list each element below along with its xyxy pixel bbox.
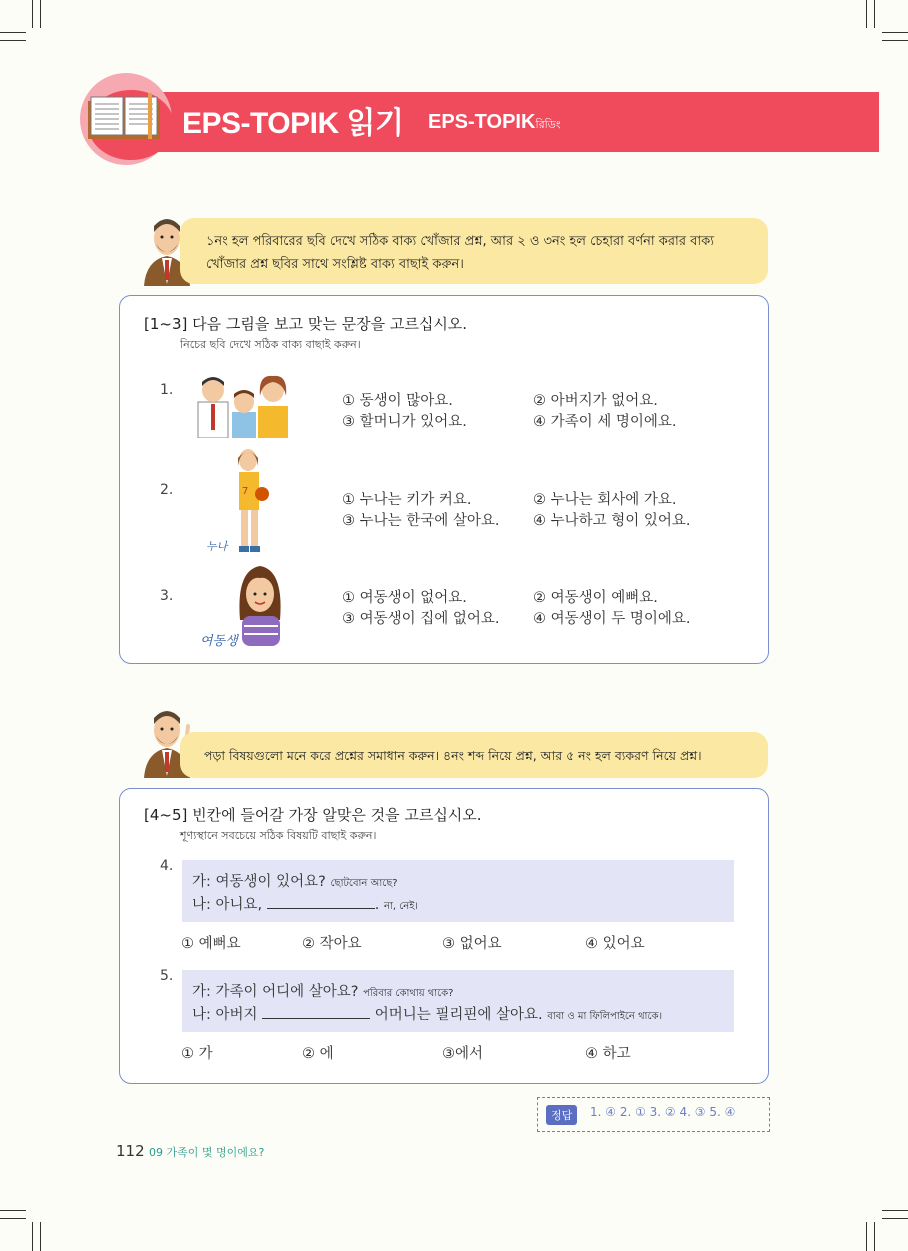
option-4[interactable]: ④ 하고 [585, 1046, 631, 1062]
dialogue-line: 가: 여동생이 있어요? ছোটবোন আছে? [192, 874, 398, 890]
crop-mark [32, 1222, 33, 1251]
family-illustration [194, 372, 294, 438]
option-2[interactable]: ② 여동생이 예뻐요. [533, 590, 658, 606]
answer-box [537, 1097, 770, 1132]
dialogue-line: 가: 가족이 어디에 살아요? পরিবার কোথায় থাকে? [192, 984, 454, 1000]
option-3[interactable]: ③ 할머니가 있어요. [342, 414, 467, 430]
option-1[interactable]: ① 동생이 많아요. [342, 393, 453, 409]
illustration-label: 여동생 [200, 634, 238, 649]
svg-text:7: 7 [242, 486, 249, 497]
option-2[interactable]: ② 누나는 회사에 가요. [533, 492, 677, 508]
crop-mark [40, 1222, 41, 1251]
instruction-text [206, 230, 714, 276]
option-2[interactable]: ② 작아요 [302, 936, 362, 952]
blank-field [262, 1006, 370, 1019]
option-2[interactable]: ② 아버지가 없어요. [533, 393, 658, 409]
crop-mark [866, 1222, 867, 1251]
question-number: 2. [160, 482, 174, 498]
crop-mark [882, 1210, 908, 1211]
option-4[interactable]: ④ 가족이 세 명이에요. [533, 414, 677, 430]
option-1[interactable]: ① 누나는 키가 커요. [342, 492, 472, 508]
option-3[interactable]: ③에서 [442, 1046, 484, 1062]
crop-mark [874, 0, 875, 28]
option-3[interactable]: ③ 여동생이 집에 없어요. [342, 611, 500, 627]
section-heading: [1~3] 다음 그림을 보고 맞는 문장을 고르십시오. [144, 315, 468, 333]
younger-sister-illustration [232, 560, 288, 646]
question-number: 5. [160, 968, 174, 984]
answer-text: 1. ④ 2. ① 3. ② 4. ③ 5. ④ [590, 1105, 736, 1119]
crop-mark [874, 1222, 875, 1251]
dialogue-line: 나: 아니요, . না, নেই। [192, 897, 418, 913]
crop-mark [0, 1218, 26, 1219]
crop-mark [0, 1210, 26, 1211]
option-4[interactable]: ④ 여동생이 두 명이에요. [533, 611, 691, 627]
question-number: 4. [160, 858, 174, 874]
option-1[interactable]: ① 예뻐요 [181, 936, 241, 952]
option-2[interactable]: ② 에 [302, 1046, 334, 1062]
option-4[interactable]: ④ 누나하고 형이 있어요. [533, 513, 691, 529]
crop-mark [882, 40, 908, 41]
section-subtitle: নিচের ছবি দেখে সঠিক বাক্য বাছাই করুন। [180, 338, 361, 351]
blank-field [267, 896, 375, 909]
option-1[interactable]: ① 여동생이 없어요. [342, 590, 467, 606]
illustration-label: 누나 [206, 540, 228, 553]
crop-mark [0, 40, 26, 41]
question-number: 1. [160, 382, 174, 398]
question-number: 3. [160, 588, 174, 604]
answer-badge: 정답 [546, 1105, 577, 1125]
page-subtitle: EPS-TOPIKরিডিং [428, 111, 561, 133]
crop-mark [882, 32, 908, 33]
option-4[interactable]: ④ 있어요 [585, 936, 645, 952]
page-number: 112 [116, 1142, 145, 1160]
instruction-text: পড়া বিষয়গুলো মনে করে প্রশ্নের সমাধান করুন। ৪নং শব্দ নিয়ে প্রশ্ন, আর ৫ নং হল ব্যকরণ নিয়ে প্রশ্ন। [204, 748, 702, 763]
crop-mark [0, 32, 26, 33]
option-3[interactable]: ③ 누나는 한국에 살아요. [342, 513, 500, 529]
dialogue-line: 나: 아버지 어머니는 필리핀에 살아요. বাবা ও মা ফিলিপাইনে থাকে। [192, 1007, 663, 1023]
crop-mark [40, 0, 41, 28]
option-3[interactable]: ③ 없어요 [442, 936, 502, 952]
instruction-line: ১নং হল পরিবারের ছবি দেখে সঠিক বাক্য খোঁজার প্রশ্ন, আর ২ ও ৩নং হল চেহারা বর্ণনা করার বাক্য [206, 234, 714, 249]
section-heading: [4~5] 빈칸에 들어갈 가장 알맞은 것을 고르십시오. [144, 806, 482, 824]
instruction-line: খোঁজার প্রশ্ন ছবির সাথে সংশ্লিষ্ট বাক্য বাছাই করুন। [206, 257, 464, 272]
sister-illustration [228, 446, 276, 556]
chapter-title: 09 가족이 몇 명이에요? [149, 1146, 265, 1159]
page-title: EPS-TOPIK 읽기 [182, 107, 404, 140]
crop-mark [866, 0, 867, 28]
section-subtitle: শূণ্যস্থানে সবচেয়ে সঠিক বিষয়টি বাছাই করুন। [180, 829, 377, 842]
book-icon [86, 93, 162, 143]
crop-mark [32, 0, 33, 28]
crop-mark [882, 1218, 908, 1219]
option-1[interactable]: ① 가 [181, 1046, 213, 1062]
